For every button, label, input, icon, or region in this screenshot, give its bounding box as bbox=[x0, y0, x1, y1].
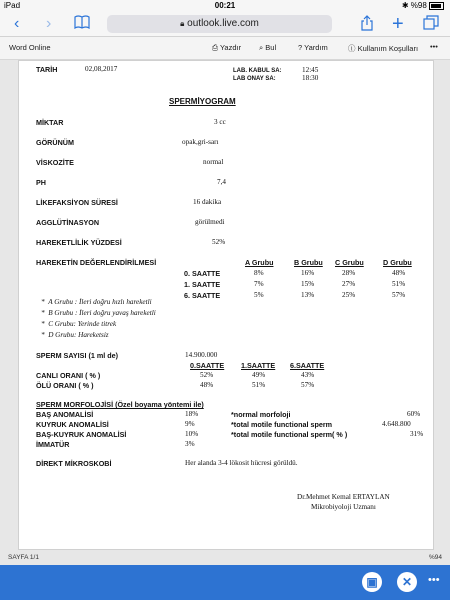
address-bar[interactable] bbox=[107, 15, 332, 33]
help-icon: ? bbox=[298, 43, 303, 52]
morf-value: 18% bbox=[185, 410, 199, 418]
field-label: AGGLÜTİNASYON bbox=[36, 218, 100, 227]
morf-label: İMMATÜR bbox=[36, 440, 70, 449]
back-arrow-icon[interactable]: ‹ bbox=[14, 15, 20, 32]
grup-cell: 25% bbox=[342, 291, 356, 299]
legend-text: D Grubu: Hareketsiz bbox=[48, 331, 109, 339]
morf-right-label: *normal morfoloji bbox=[231, 410, 291, 419]
search-icon: ⌕ bbox=[259, 43, 264, 52]
legend-item: * B Grubu : İleri doğru yavaş hareketli bbox=[41, 309, 156, 317]
saat-header: 0.SAATTE bbox=[190, 361, 225, 370]
print-icon: ⎙ bbox=[212, 43, 218, 52]
sperm-sayisi-value: 14.900.000 bbox=[185, 351, 218, 359]
app-toolbar bbox=[0, 37, 450, 60]
print-label: Yazdır bbox=[219, 43, 242, 52]
grup-cell: 15% bbox=[301, 280, 315, 288]
zoom-level: %94 bbox=[428, 554, 442, 561]
document-page bbox=[18, 60, 434, 550]
field-value: normal bbox=[203, 158, 224, 166]
legend-item: * A Grubu : İleri doğru hızlı hareketli bbox=[41, 298, 152, 306]
field-value: 52% bbox=[212, 238, 226, 246]
battery-percent: %98 bbox=[410, 1, 427, 10]
legend-text: C Grubu: Yerinde titrek bbox=[48, 320, 117, 328]
page-indicator: SAYFA 1/1 bbox=[8, 554, 39, 561]
grup-cell: 5% bbox=[254, 291, 264, 299]
onay-label: LAB ONAY SA: bbox=[233, 76, 276, 82]
edit-document-button[interactable] bbox=[362, 572, 382, 592]
grup-cell: 13% bbox=[301, 291, 315, 299]
morf-label: BAŞ-KUYRUK ANOMALİSİ bbox=[36, 430, 127, 439]
more-icon[interactable]: ••• bbox=[428, 574, 440, 586]
bluetooth-icon: ✱ bbox=[401, 1, 409, 10]
lock-icon: 🔒︎ bbox=[180, 19, 185, 28]
document-title: SPERMİYOGRAM bbox=[169, 97, 236, 106]
morf-label: KUYRUK ANOMALİSİ bbox=[36, 420, 109, 429]
tarih-label: TARİH bbox=[36, 65, 58, 74]
grup-row-label: 6. SAATTE bbox=[184, 291, 221, 300]
grup-header: D Grubu bbox=[383, 258, 412, 267]
forward-arrow-icon[interactable]: › bbox=[46, 15, 52, 32]
direkt-value: Her alanda 3-4 lökosit hücresi görüldü. bbox=[185, 459, 298, 467]
new-tab-icon[interactable]: + bbox=[392, 13, 404, 35]
morf-right-label: *total motile functional sperm( % ) bbox=[231, 430, 348, 439]
field-value: 3 cc bbox=[214, 118, 226, 126]
legend-text: B Grubu : İleri doğru yavaş hareketli bbox=[48, 309, 156, 317]
morf-right-label: *total motile functional sperm bbox=[231, 420, 333, 429]
print-button[interactable] bbox=[212, 43, 241, 53]
field-label: MİKTAR bbox=[36, 118, 64, 127]
field-value: 16 dakika bbox=[193, 198, 222, 206]
olu-cell: 51% bbox=[252, 381, 266, 389]
field-value: opak,gri-sarı bbox=[182, 138, 219, 146]
olu-cell: 57% bbox=[301, 381, 315, 389]
onay-value: 18:30 bbox=[302, 74, 319, 82]
help-label: Yardım bbox=[304, 43, 328, 52]
grup-cell: 16% bbox=[301, 269, 315, 277]
edit-icon: ▣ bbox=[366, 575, 378, 589]
battery-icon bbox=[429, 2, 444, 10]
grup-cell: 51% bbox=[392, 280, 406, 288]
legend-item: * D Grubu: Hareketsiz bbox=[41, 331, 109, 339]
clock: 00:21 bbox=[214, 1, 236, 10]
grup-header: C Grubu bbox=[335, 258, 364, 267]
grup-header: B Grubu bbox=[294, 258, 323, 267]
grup-cell: 7% bbox=[254, 280, 264, 288]
device-label: iPad bbox=[4, 1, 21, 10]
morf-value: 10% bbox=[185, 430, 199, 438]
grup-cell: 8% bbox=[254, 269, 264, 277]
bottom-action-bar bbox=[0, 565, 450, 600]
canli-cell: 49% bbox=[252, 371, 266, 379]
grup-cell: 48% bbox=[392, 269, 406, 277]
kabul-value: 12:45 bbox=[302, 66, 319, 74]
legend-item: * C Grubu: Yerinde titrek bbox=[41, 320, 117, 328]
status-bar bbox=[0, 0, 450, 12]
app-name: Word Online bbox=[9, 43, 51, 52]
field-value: 7,4 bbox=[217, 178, 226, 186]
grup-cell: 28% bbox=[342, 269, 356, 277]
morf-value: 3% bbox=[185, 440, 195, 448]
morfoloji-title: SPERM MORFOLOJİSİ (Özel boyama yöntemi ile) bbox=[36, 400, 204, 409]
hareket-label: HAREKETİN DEĞERLENDİRİLMESİ bbox=[36, 258, 157, 267]
grup-header: A Grubu bbox=[245, 258, 274, 267]
find-label: Bul bbox=[265, 43, 277, 52]
morf-right-value: 60% bbox=[407, 410, 421, 418]
bookmarks-icon[interactable] bbox=[74, 15, 90, 33]
terms-label: Kullanım Koşulları bbox=[357, 44, 419, 53]
morf-right-value: 4.648.800 bbox=[382, 420, 411, 428]
close-button[interactable] bbox=[397, 572, 417, 592]
grup-cell: 27% bbox=[342, 280, 356, 288]
more-options-button[interactable]: ••• bbox=[430, 42, 438, 51]
sperm-sayisi-label: SPERM SAYISI (1 ml de) bbox=[36, 351, 119, 360]
share-icon[interactable] bbox=[360, 15, 374, 33]
legend-text: A Grubu : İleri doğru hızlı hareketli bbox=[48, 298, 152, 306]
morf-right-value: 31% bbox=[410, 430, 424, 438]
saat-header: 1.SAATTE bbox=[241, 361, 276, 370]
grup-row-label: 1. SAATTE bbox=[184, 280, 221, 289]
canli-label: CANLI ORANI ( % ) bbox=[36, 371, 101, 380]
canli-cell: 52% bbox=[200, 371, 214, 379]
field-label: HAREKETLİLİK YÜZDESİ bbox=[36, 238, 122, 247]
canli-cell: 43% bbox=[301, 371, 315, 379]
help-button[interactable] bbox=[298, 43, 328, 52]
olu-label: ÖLÜ ORANI ( % ) bbox=[36, 381, 94, 390]
direkt-label: DİREKT MİKROSKOBİ bbox=[36, 459, 112, 468]
url-text: outlook.live.com bbox=[187, 18, 259, 29]
morf-label: BAŞ ANOMALİSİ bbox=[36, 410, 94, 419]
find-button[interactable] bbox=[259, 43, 276, 53]
battery-indicator bbox=[402, 1, 444, 10]
terms-link[interactable] bbox=[348, 43, 418, 54]
browser-navbar bbox=[0, 12, 450, 37]
field-label: GÖRÜNÜM bbox=[36, 138, 74, 147]
field-value: görülmedi bbox=[195, 218, 225, 226]
field-label: PH bbox=[36, 178, 46, 187]
info-icon: ⓘ bbox=[348, 44, 356, 53]
morf-value: 9% bbox=[185, 420, 195, 428]
grup-cell: 57% bbox=[392, 291, 406, 299]
olu-cell: 48% bbox=[200, 381, 214, 389]
doctor-title: Mikrobiyoloji Uzmanı bbox=[311, 503, 376, 511]
field-label: VİSKOZİTE bbox=[36, 158, 74, 167]
tarih-value: 02,08,2017 bbox=[85, 65, 118, 73]
status-footer bbox=[0, 552, 450, 564]
grup-row-label: 0. SAATTE bbox=[184, 269, 221, 278]
doctor-name: Dr.Mehmet Kemal ERTAYLAN bbox=[297, 493, 390, 501]
close-icon: ✕ bbox=[401, 575, 413, 589]
field-label: LİKEFAKSİYON SÜRESİ bbox=[36, 198, 118, 207]
kabul-label: LAB. KABUL SA: bbox=[233, 68, 282, 74]
saat-header: 6.SAATTE bbox=[290, 361, 325, 370]
tabs-icon[interactable] bbox=[423, 15, 439, 33]
